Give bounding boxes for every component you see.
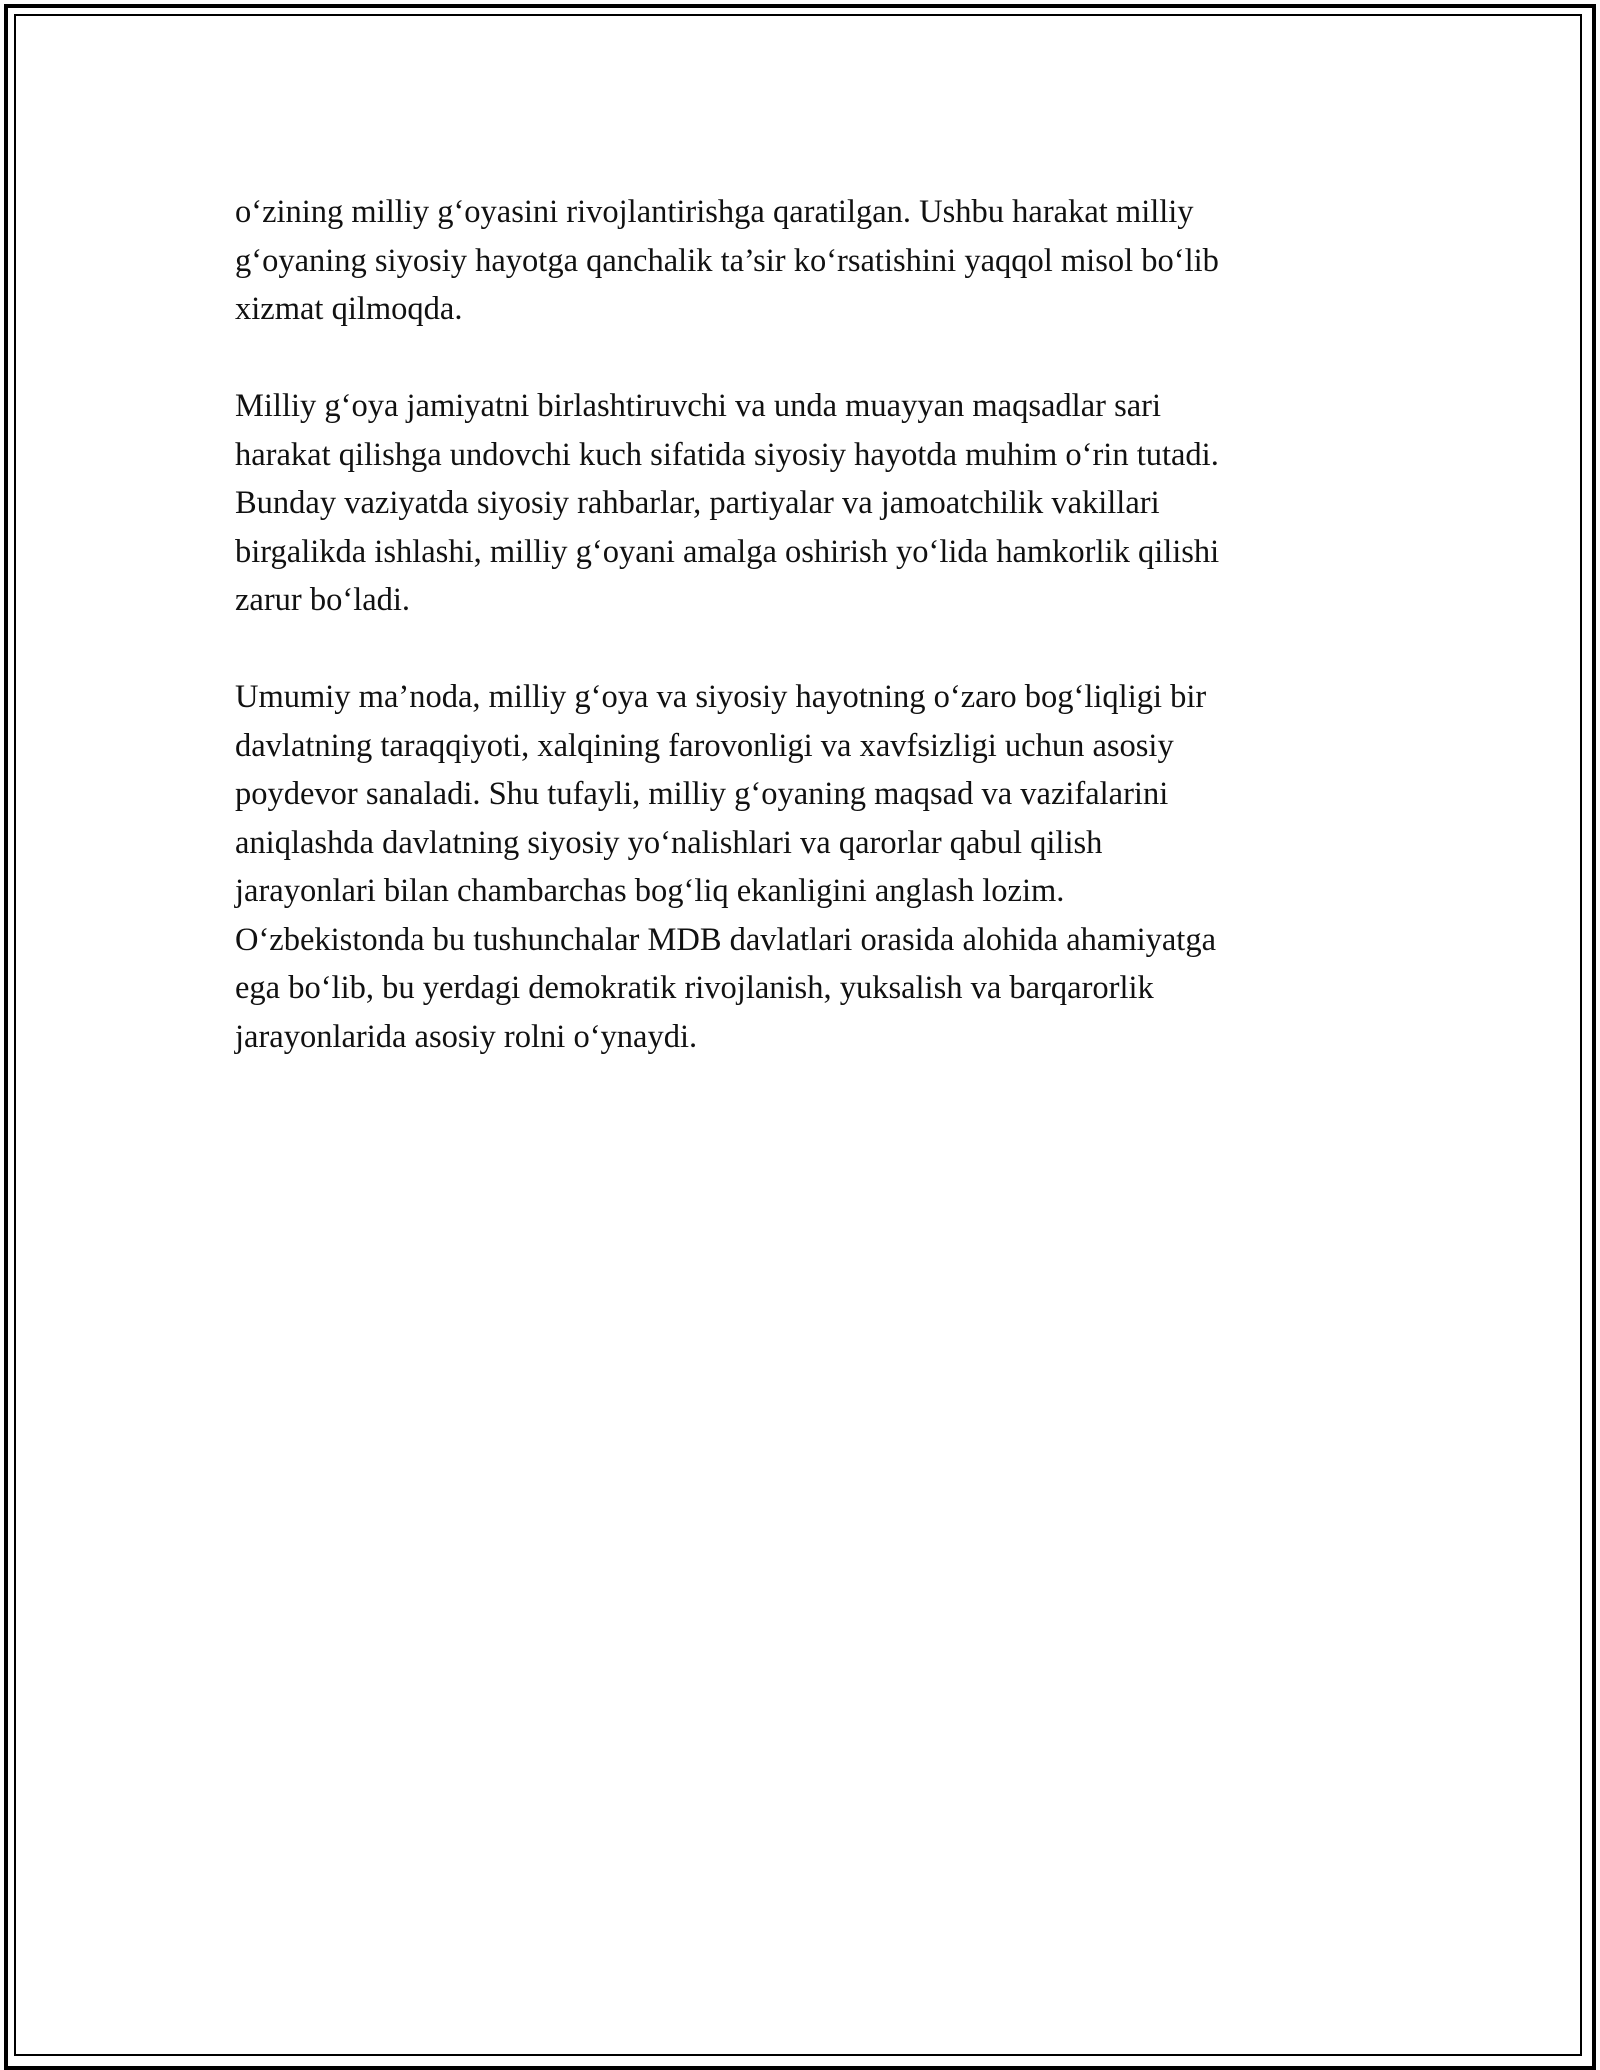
paragraph-2: [235, 382, 1365, 625]
text-line: zarur bo‘ladi.: [235, 582, 411, 618]
text-line: davlatning taraqqiyoti, xalqining farovonligi va xavfsizligi uchun asosiy: [235, 727, 1174, 764]
document-body: [235, 188, 1365, 1110]
text-line: xizmat qilmoqda.: [235, 291, 463, 327]
text-line: g‘oyaning siyosiy hayotga qanchalik ta’sir ko‘rsatishini yaqqol misol bo‘lib: [235, 242, 1219, 279]
text-line: O‘zbekistonda bu tushunchalar MDB davlatlari orasida alohida ahamiyatga: [235, 921, 1217, 958]
text-line: birgalikda ishlashi, milliy g‘oyani amalga oshirish yo‘lida hamkorlik qilishi: [235, 533, 1220, 570]
text-line: harakat qilishga undovchi kuch sifatida siyosiy hayotda muhim o‘rin tutadi.: [235, 436, 1219, 473]
text-line: Bunday vaziyatda siyosiy rahbarlar, partiyalar va jamoatchilik vakillari: [235, 485, 1160, 521]
paragraph-3: [235, 673, 1365, 1061]
text-line: Umumiy ma’noda, milliy g‘oya va siyosiy hayotning o‘zaro bog‘liqligi bir: [235, 679, 1207, 715]
text-line: Milliy g‘oya jamiyatni birlashtiruvchi va unda muayyan maqsadlar sari: [235, 388, 1162, 424]
text-line: o‘zining milliy g‘oyasini rivojlantirishga qaratilgan. Ushbu harakat milliy: [235, 194, 1194, 230]
text-line: aniqlashda davlatning siyosiy yo‘nalishlari va qarorlar qabul qilish: [235, 824, 1103, 861]
paragraph-1: [235, 188, 1365, 334]
text-line: ega bo‘lib, bu yerdagi demokratik rivojlanish, yuksalish va barqarorlik: [235, 970, 1154, 1006]
text-line: jarayonlari bilan chambarchas bog‘liq ekanligini anglash lozim.: [235, 873, 1065, 909]
text-line: poydevor sanaladi. Shu tufayli, milliy g‘oyaning maqsad va vazifalarini: [235, 776, 1169, 812]
text-line: jarayonlarida asosiy rolni o‘ynaydi.: [235, 1018, 698, 1055]
